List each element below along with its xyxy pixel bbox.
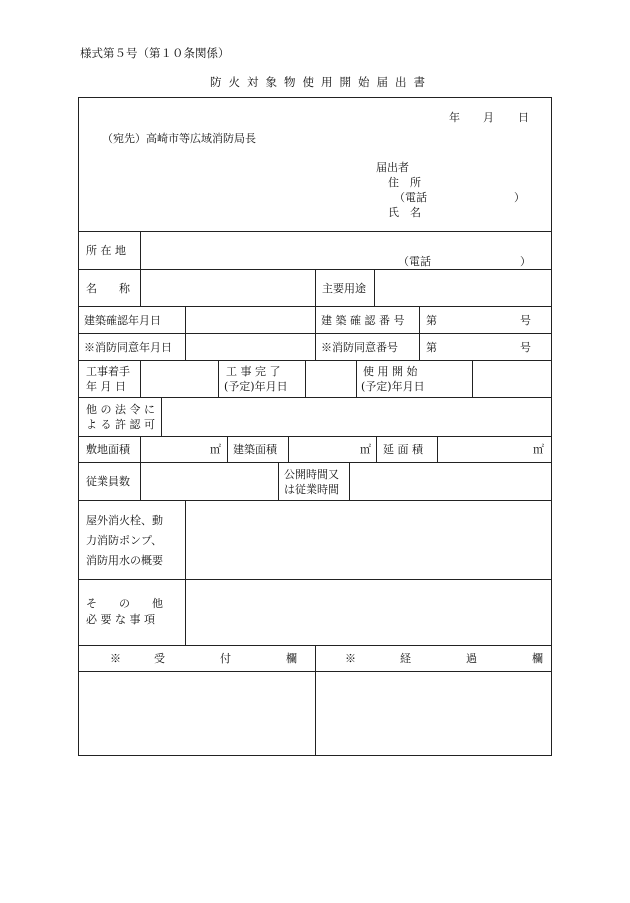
date-year: 年 — [449, 111, 460, 124]
hydrant-label-3: 消防用水の概要 — [86, 554, 163, 567]
main-use-label: 主要用途 — [322, 282, 366, 295]
other-law-label-2: よ る 許 認 可 — [86, 418, 155, 431]
construction-start-label-2: 年 月 日 — [86, 380, 126, 393]
building-no-prefix: 第 — [426, 314, 437, 327]
fire-no-prefix: 第 — [426, 341, 437, 354]
hydrant-label-1: 屋外消火栓、動 — [86, 514, 163, 527]
total-floor-area-label: 延 面 積 — [383, 443, 423, 456]
date-day: 日 — [518, 111, 529, 124]
construction-end-label-2: (予定)年月日 — [224, 380, 288, 393]
use-start-label-2: (予定)年月日 — [361, 380, 425, 393]
hours-label-1: 公開時間又 — [284, 468, 339, 481]
other-law-label-1: 他 の 法 令 に — [86, 403, 155, 416]
building-area-label: 建築面積 — [233, 443, 277, 456]
location-label: 所 在 地 — [86, 244, 126, 257]
location-phone-close: ） — [520, 255, 531, 268]
building-confirm-no-label: 建 築 確 認 番 号 — [321, 314, 405, 327]
addressee: （宛先）高崎市等広域消防局長 — [102, 132, 256, 145]
reception-header: ※ 受 付 欄 — [110, 652, 297, 665]
phone-label: （電話 — [394, 191, 427, 204]
name-label: 氏 名 — [388, 206, 421, 219]
notifier-label: 届出者 — [376, 161, 409, 174]
building-confirm-date-label: 建築確認年月日 — [84, 314, 161, 327]
building-no-suffix: 号 — [520, 314, 531, 327]
document-title: 防火対象物使用開始届出書 — [210, 75, 432, 89]
hours-label-2: は従業時間 — [284, 483, 339, 496]
construction-end-label-1: 工 事 完 了 — [226, 365, 281, 378]
address-label: 住 所 — [388, 176, 421, 189]
building-area-unit: ㎡ — [360, 443, 371, 456]
employees-label: 従業員数 — [86, 475, 130, 488]
fire-no-suffix: 号 — [520, 341, 531, 354]
use-start-label-1: 使 用 開 始 — [363, 365, 418, 378]
date-month: 月 — [483, 111, 494, 124]
total-floor-area-unit: ㎡ — [533, 443, 544, 456]
fire-consent-no-label: ※消防同意番号 — [321, 341, 398, 354]
progress-header: ※ 経 過 欄 — [345, 652, 543, 665]
name-row-label: 名 称 — [86, 282, 130, 295]
site-area-label: 敷地面積 — [86, 443, 130, 456]
phone-close: ） — [514, 191, 525, 204]
fire-consent-date-label: ※消防同意年月日 — [84, 341, 172, 354]
other-items-label-2: 必 要 な 事 項 — [86, 613, 155, 626]
location-phone: （電話 — [398, 255, 431, 268]
form-number: 様式第５号（第１０条関係） — [80, 46, 230, 60]
construction-start-label-1: 工事着手 — [86, 365, 130, 378]
site-area-unit: ㎡ — [210, 443, 221, 456]
hydrant-label-2: 力消防ポンプ、 — [86, 534, 163, 547]
other-items-label-1: そ の 他 — [86, 597, 163, 610]
